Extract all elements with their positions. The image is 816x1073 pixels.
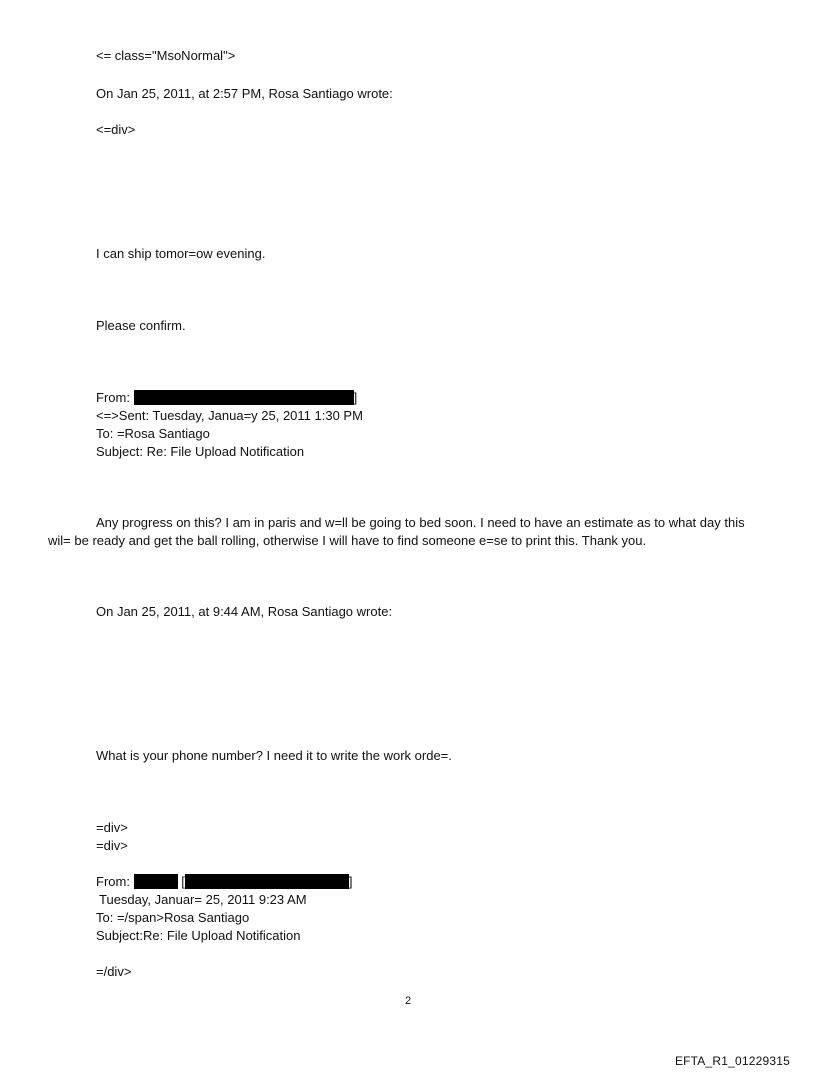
- div-fragment-2: =div>: [96, 838, 128, 853]
- div-fragment-close: =/div>: [96, 964, 132, 979]
- date-line-2: Tuesday, Januar= 25, 2011 9:23 AM: [99, 892, 307, 907]
- to-line-1: To: =Rosa Santiago: [96, 426, 210, 441]
- bracket-close: ]: [348, 874, 353, 889]
- wrote-header-2: On Jan 25, 2011, at 9:44 AM, Rosa Santiago wrote:: [96, 604, 393, 619]
- confirm-line: Please confirm.: [96, 318, 186, 333]
- div-fragment-1: =div>: [96, 820, 128, 835]
- div-fragment-open: <=div>: [96, 122, 136, 137]
- subject-line-1: Subject: Re: File Upload Notification: [96, 444, 305, 459]
- mso-fragment: <= class="MsoNormal">: [96, 48, 236, 63]
- from-label: From:: [96, 390, 130, 405]
- redaction-box: [185, 874, 349, 889]
- redaction-box: [134, 390, 354, 405]
- from-line-2: [96, 874, 352, 890]
- subject-line-2: Subject:Re: File Upload Notification: [96, 928, 301, 943]
- wrote-header-1: On Jan 25, 2011, at 2:57 PM, Rosa Santiago wrote:: [96, 86, 393, 101]
- to-line-2: To: =/span>Rosa Santiago: [96, 910, 250, 925]
- from-label: From:: [96, 874, 130, 889]
- bracket-open: [: [181, 874, 185, 889]
- document-id: EFTA_R1_01229315: [674, 1054, 790, 1068]
- redaction-box: [134, 874, 178, 889]
- page-number: 2: [404, 995, 412, 1007]
- phone-line: What is your phone number? I need it to write the work orde=.: [96, 748, 452, 763]
- sent-line-1: <=>Sent: Tuesday, Janua=y 25, 2011 1:30 PM: [96, 408, 363, 423]
- ship-line: I can ship tomor=ow evening.: [96, 246, 266, 261]
- progress-paragraph: Any progress on this? I am in paris and w=ll be going to bed soon. I need to have an estimate as to what day this wil= be ready and get the ball rolling, otherwise I will have to find someone e=se to print this. Thank you.: [48, 515, 745, 548]
- bracket-close: ]: [353, 390, 358, 405]
- from-line-1: [96, 390, 357, 406]
